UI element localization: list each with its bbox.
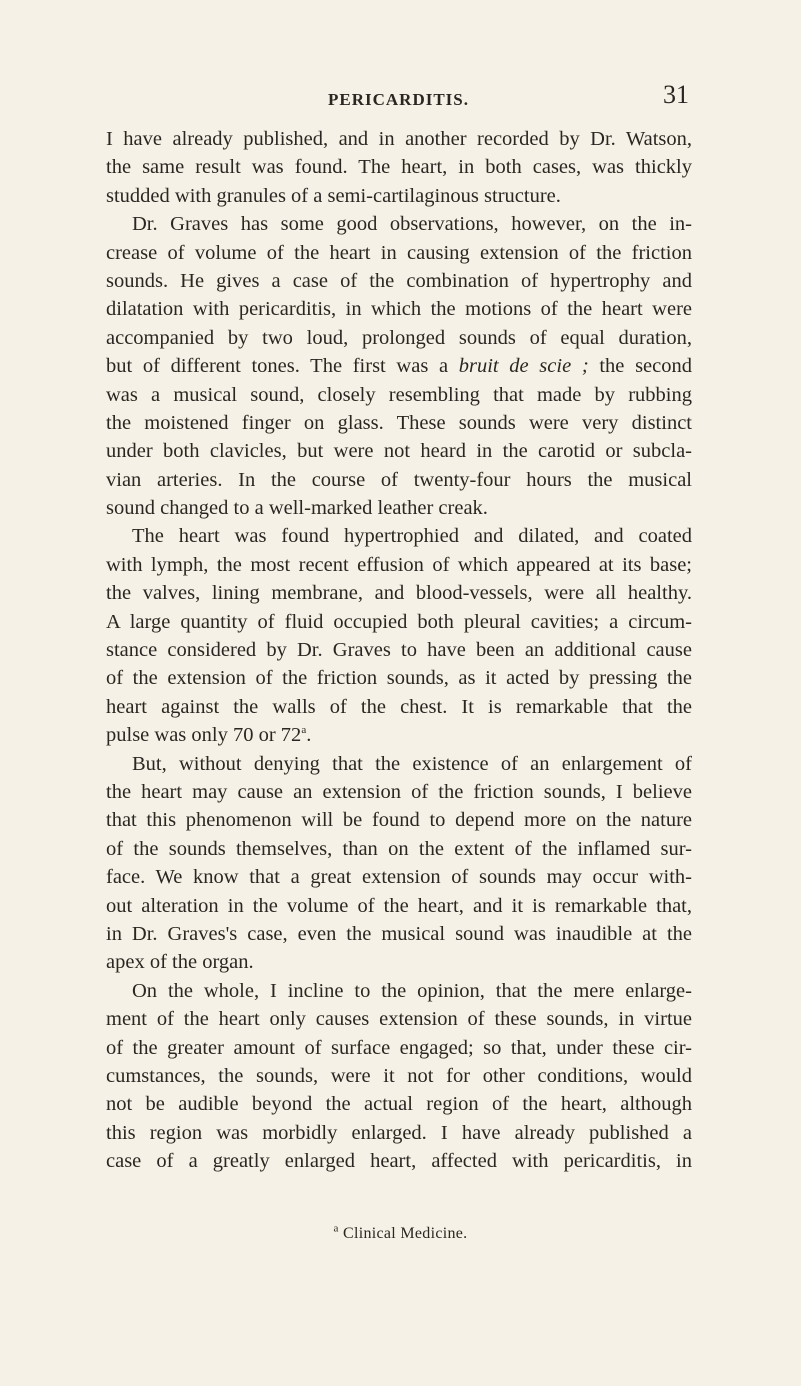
text-line: of the extension of the friction sounds, as it acted by pressing the [106,667,692,690]
text-line: face. We know that a great extension of sounds may occur with- [106,866,692,889]
text-line-with-footnote-ref: pulse was only 70 or 72$^a$. [106,724,312,747]
text-fragment: the second [599,355,693,378]
text-line: the moistened finger on glass. These sounds were very distinct [106,411,692,434]
text-line: in Dr. Graves's case, even the musical sound was inaudible at the [106,922,692,945]
text-line: The heart was found hypertrophied and dilated, and coated [132,525,692,548]
body-text [106,125,692,1175]
text-line: the heart may cause an extension of the friction sounds, I believe [106,780,692,803]
text-line: vian arteries. In the course of twenty-four hours the musical [106,468,692,491]
text-line: this region was morbidly enlarged. I have already published a [106,1121,692,1144]
text-line: sounds. He gives a case of the combination of hypertrophy and [106,269,692,292]
text-line-with-italic [106,352,692,380]
text-line: sound changed to a well-marked leather creak. [106,497,488,520]
text-line: But, without denying that the existence of an enlargement of [132,752,692,775]
text-fragment: pulse was only 70 or 72 [106,724,302,747]
text-line: under both clavicles, but were not heard in the carotid or subcla- [106,440,692,463]
text-line: case of a greatly enlarged heart, affected with pericarditis, in [106,1150,692,1173]
text-line: On the whole, I incline to the opinion, that the mere enlarge- [132,979,692,1002]
text-line: A large quantity of fluid occupied both pleural cavities; a circum- [106,610,692,633]
text-line: of the sounds themselves, than on the extent of the inflamed sur- [106,837,692,860]
footnote-marker: a [333,1222,339,1235]
text-line: not be audible beyond the actual region of the heart, although [106,1093,692,1116]
text-line: out alteration in the volume of the heart, and it is remarkable that, [106,894,692,917]
footnote-text: Clinical Medicine. [343,1225,468,1242]
text-line: crease of volume of the heart in causing extension of the friction [106,241,692,264]
footnote [0,1222,801,1243]
text-line: ment of the heart only causes extension of these sounds, in virtue [106,1008,692,1031]
text-line: was a musical sound, closely resembling that made by rubbing [106,383,692,406]
text-line: the same result was found. The heart, in both cases, was thickly [106,156,692,179]
text-line: accompanied by two loud, prolonged sounds of equal duration, [106,326,692,349]
text-line: that this phenomenon will be found to depend more on the nature [106,809,692,832]
text-line: dilatation with pericarditis, in which the motions of the heart were [106,298,692,321]
text-line: with lymph, the most recent effusion of which appeared at its base; [106,553,692,576]
text-line: apex of the organ. [106,951,254,974]
page-header [108,80,689,120]
text-line: stance considered by Dr. Graves to have been an additional cause [106,639,692,662]
page-number: 31 [663,80,689,109]
running-title: PERICARDITIS. [328,90,469,109]
text-line: heart against the walls of the chest. It is remarkable that the [106,695,692,718]
text-line: studded with granules of a semi-cartilaginous structure. [106,184,561,207]
text-fragment: but of different tones. The first was a [106,355,449,378]
italic-phrase: bruit de scie ; [458,355,589,378]
text-line: of the greater amount of surface engaged; so that, under these cir- [106,1036,692,1059]
footnote-reference: a [301,724,307,737]
text-line: Dr. Graves has some good observations, however, on the in- [132,213,692,236]
text-line: the valves, lining membrane, and blood-vessels, were all healthy. [106,582,692,605]
text-line: cumstances, the sounds, were it not for other conditions, would [106,1064,692,1087]
text-line: I have already published, and in another recorded by Dr. Watson, [106,128,692,150]
